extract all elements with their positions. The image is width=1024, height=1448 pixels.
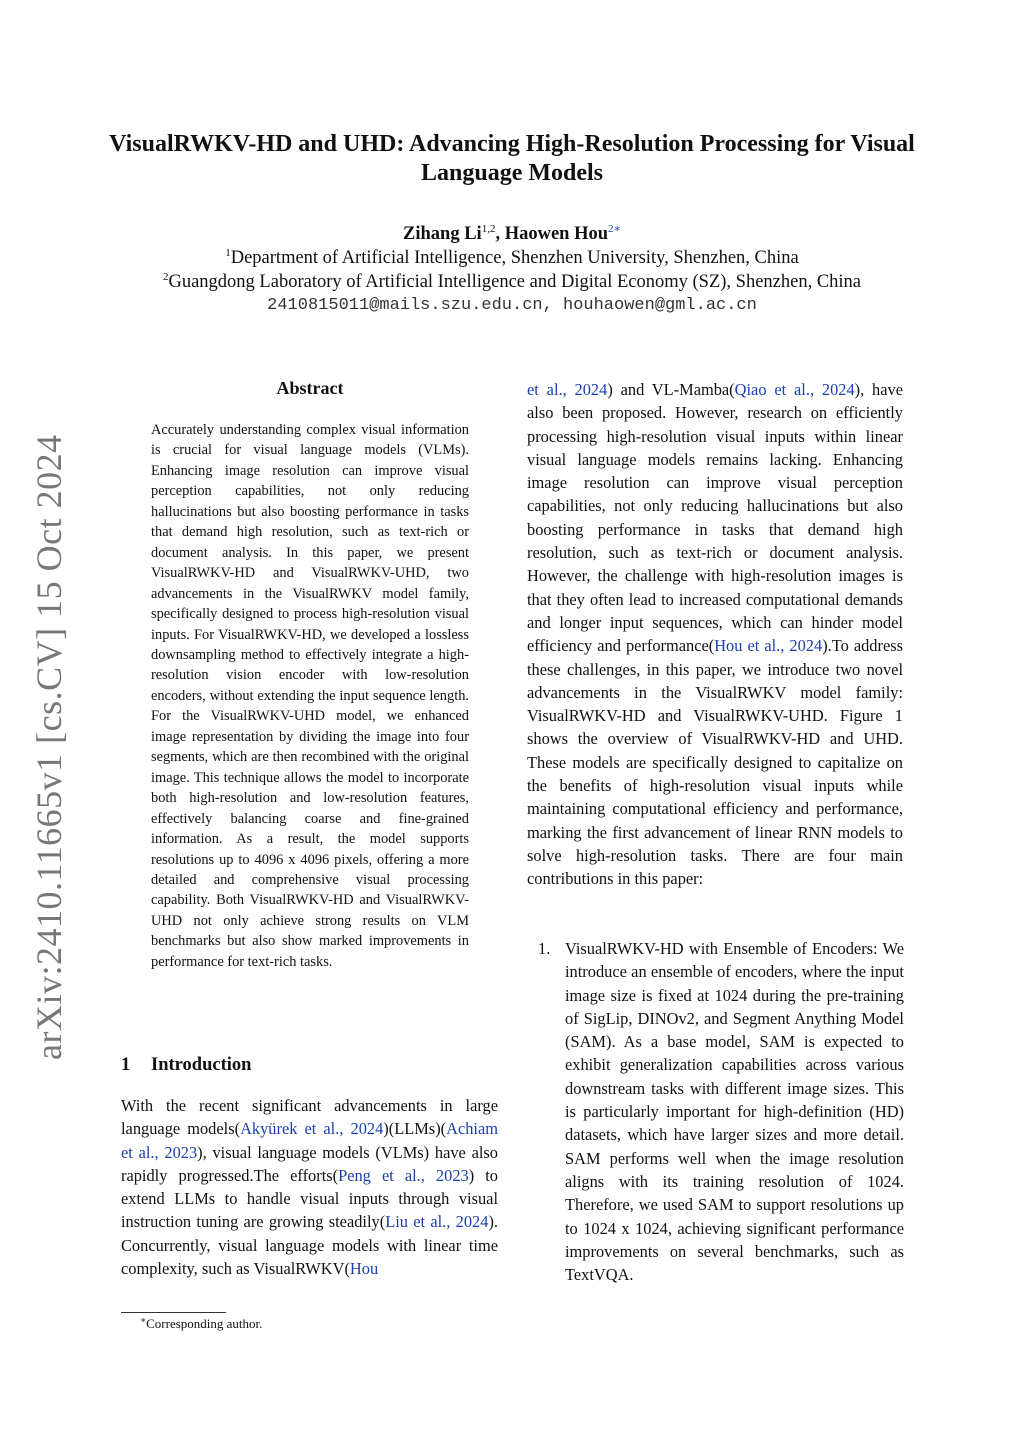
citation-link[interactable]: Achiam et al., 2023 <box>121 1119 498 1162</box>
footnote-rule <box>121 1312 226 1313</box>
author-1-affiliation-mark: 1,2 <box>481 223 496 235</box>
affiliation-2 <box>100 270 924 294</box>
intro-text: ) and VL-Mamba( <box>607 380 735 399</box>
list-item-number: 1. <box>538 939 551 958</box>
citation-link[interactable]: Peng et al., 2023 <box>338 1165 469 1185</box>
arxiv-side-stamp: arXiv:2410.11665v1 [cs.CV] 15 Oct 2024 <box>29 434 69 1060</box>
author-2-affiliation-mark: 2∗ <box>608 223 621 235</box>
footnote-mark: ∗ <box>140 1315 147 1325</box>
abstract-heading: Abstract <box>276 378 344 398</box>
affiliation-2-mark: 2 <box>162 271 169 283</box>
section-title: Introduction <box>151 1055 252 1075</box>
introduction-paragraph-right <box>527 378 903 891</box>
intro-text: ).To address these challenges, in this paper, we introduce two novel advancements in the VisualRWKV model family: VisualRWKV-HD and VisualRWKV-UHD. Figure 1 shows the overview of VisualRWKV-HD and UHD. These models are specifically designed to capitalize on the benefits of high-resolution visual inputs while maintaining computational efficiency and performance, marking the first advancement of linear RNN models to solve high-resolution tasks. There are four main contributions in this paper: <box>527 636 903 889</box>
author-2-name: Haowen Hou <box>504 224 608 244</box>
intro-text: With the recent significant advancements in large language models( <box>121 1096 498 1139</box>
citation-link[interactable]: et al., 2024 <box>527 380 608 399</box>
citation-link[interactable]: Hou <box>349 1259 379 1279</box>
citation-link[interactable]: Qiao et al., 2024 <box>734 380 855 399</box>
introduction-paragraph-left <box>121 1094 498 1280</box>
author-1-name: Zihang Li <box>403 224 482 244</box>
citation-link[interactable]: Akyürek et al., 2024 <box>240 1119 384 1139</box>
section-number: 1 <box>121 1055 131 1075</box>
intro-text: ). Concurrently, visual language models with linear time complexity, such as VisualRWKV( <box>121 1212 498 1279</box>
citation-link[interactable]: Hou et al., 2024 <box>714 636 823 656</box>
list-item <box>538 937 904 1286</box>
paper-title: VisualRWKV-HD and UHD: Advancing High-Resolution Processing for Visual Language Models <box>109 131 915 186</box>
author-separator: , <box>495 224 505 244</box>
affiliation-1 <box>100 246 924 270</box>
intro-text: ), visual language models (VLMs) have also rapidly progressed.The efforts( <box>121 1142 498 1185</box>
section-heading-introduction <box>121 1055 501 1076</box>
footnote-text: Corresponding author. <box>146 1316 263 1331</box>
author-block <box>100 222 924 318</box>
intro-text: ) to extend LLMs to handle visual inputs through visual instruction tuning are growing steadily( <box>121 1165 498 1232</box>
abstract-text: Accurately understanding complex visual information is crucial for visual language models (VLMs). Enhancing image resolution can improve visual perception capabilities, not only reducing hallucinations but also boosting performance in tasks that demand high resolution, such as text-rich or document analysis. In this paper, we present VisualRWKV-HD and VisualRWKV-UHD, two advancements in the VisualRWKV model family, specifically designed to process high-resolution visual inputs. For VisualRWKV-HD, we developed a lossless downsampling method to effectively integrate a high-resolution vision encoder with low-resolution encoders, without extending the input sequence length. For the VisualRWKV-UHD model, we enhanced image representation by dividing the image into four segments, which are then recombined with the original image. This technique allows the model to incorporate both high-resolution and low-resolution features, effectively balancing coarse and fine-grained information. As a result, the model supports resolutions up to 4096 x 4096 pixels, offering a more detailed and comprehensive visual processing capability. Both VisualRWKV-HD and VisualRWKV-UHD not only achieve strong results on VLM benchmarks but also show marked improvements in performance for text-rich tasks. <box>151 422 469 970</box>
footnote <box>140 1315 500 1333</box>
list-item-text: VisualRWKV-HD with Ensemble of Encoders: We introduce an ensemble of encoders, where the input image size is fixed at 1024 during the pre-training of SigLip, DINOv2, and Segment Anything Model (SAM). As a base model, SAM is expected to exhibit generalization capabilities across various downstream tasks with different image sizes. This is particularly important for high-definition (HD) datasets, which have larger sizes and more detail. SAM performs well when the image resolution aligns with its training resolution of 1024. Therefore, we used SAM to support resolutions up to 1024 x 1024, achieving significant performance improvements on several benchmarks, such as TextVQA. <box>565 939 904 1285</box>
affiliation-2-text: Guangdong Laboratory of Artificial Intelligence and Digital Economy (SZ), Shenzhen, China <box>168 272 862 292</box>
intro-text: )(LLMs)( <box>383 1119 447 1139</box>
affiliation-1-text: Department of Artificial Intelligence, Shenzhen University, Shenzhen, China <box>230 248 799 268</box>
contributions-list <box>538 937 904 1286</box>
citation-link[interactable]: Liu et al., 2024 <box>385 1212 489 1232</box>
author-names <box>100 222 924 246</box>
intro-text: ), have also been proposed. However, research on efficiently processing high-resolution visual inputs within linear visual language models remains lacking. Enhancing image resolution can improve visual perception capabilities, not only reducing hallucinations but also boosting performance in tasks that demand high resolution, such as text-rich or document analysis. However, the challenge with high-resolution images is that they often lead to increased computational demands and longer input sequences, which can hinder model efficiency and performance( <box>527 380 903 656</box>
author-emails: 2410815011@mails.szu.edu.cn, houhaowen@gml.ac.cn <box>267 296 757 315</box>
affiliation-1-mark: 1 <box>225 247 231 259</box>
